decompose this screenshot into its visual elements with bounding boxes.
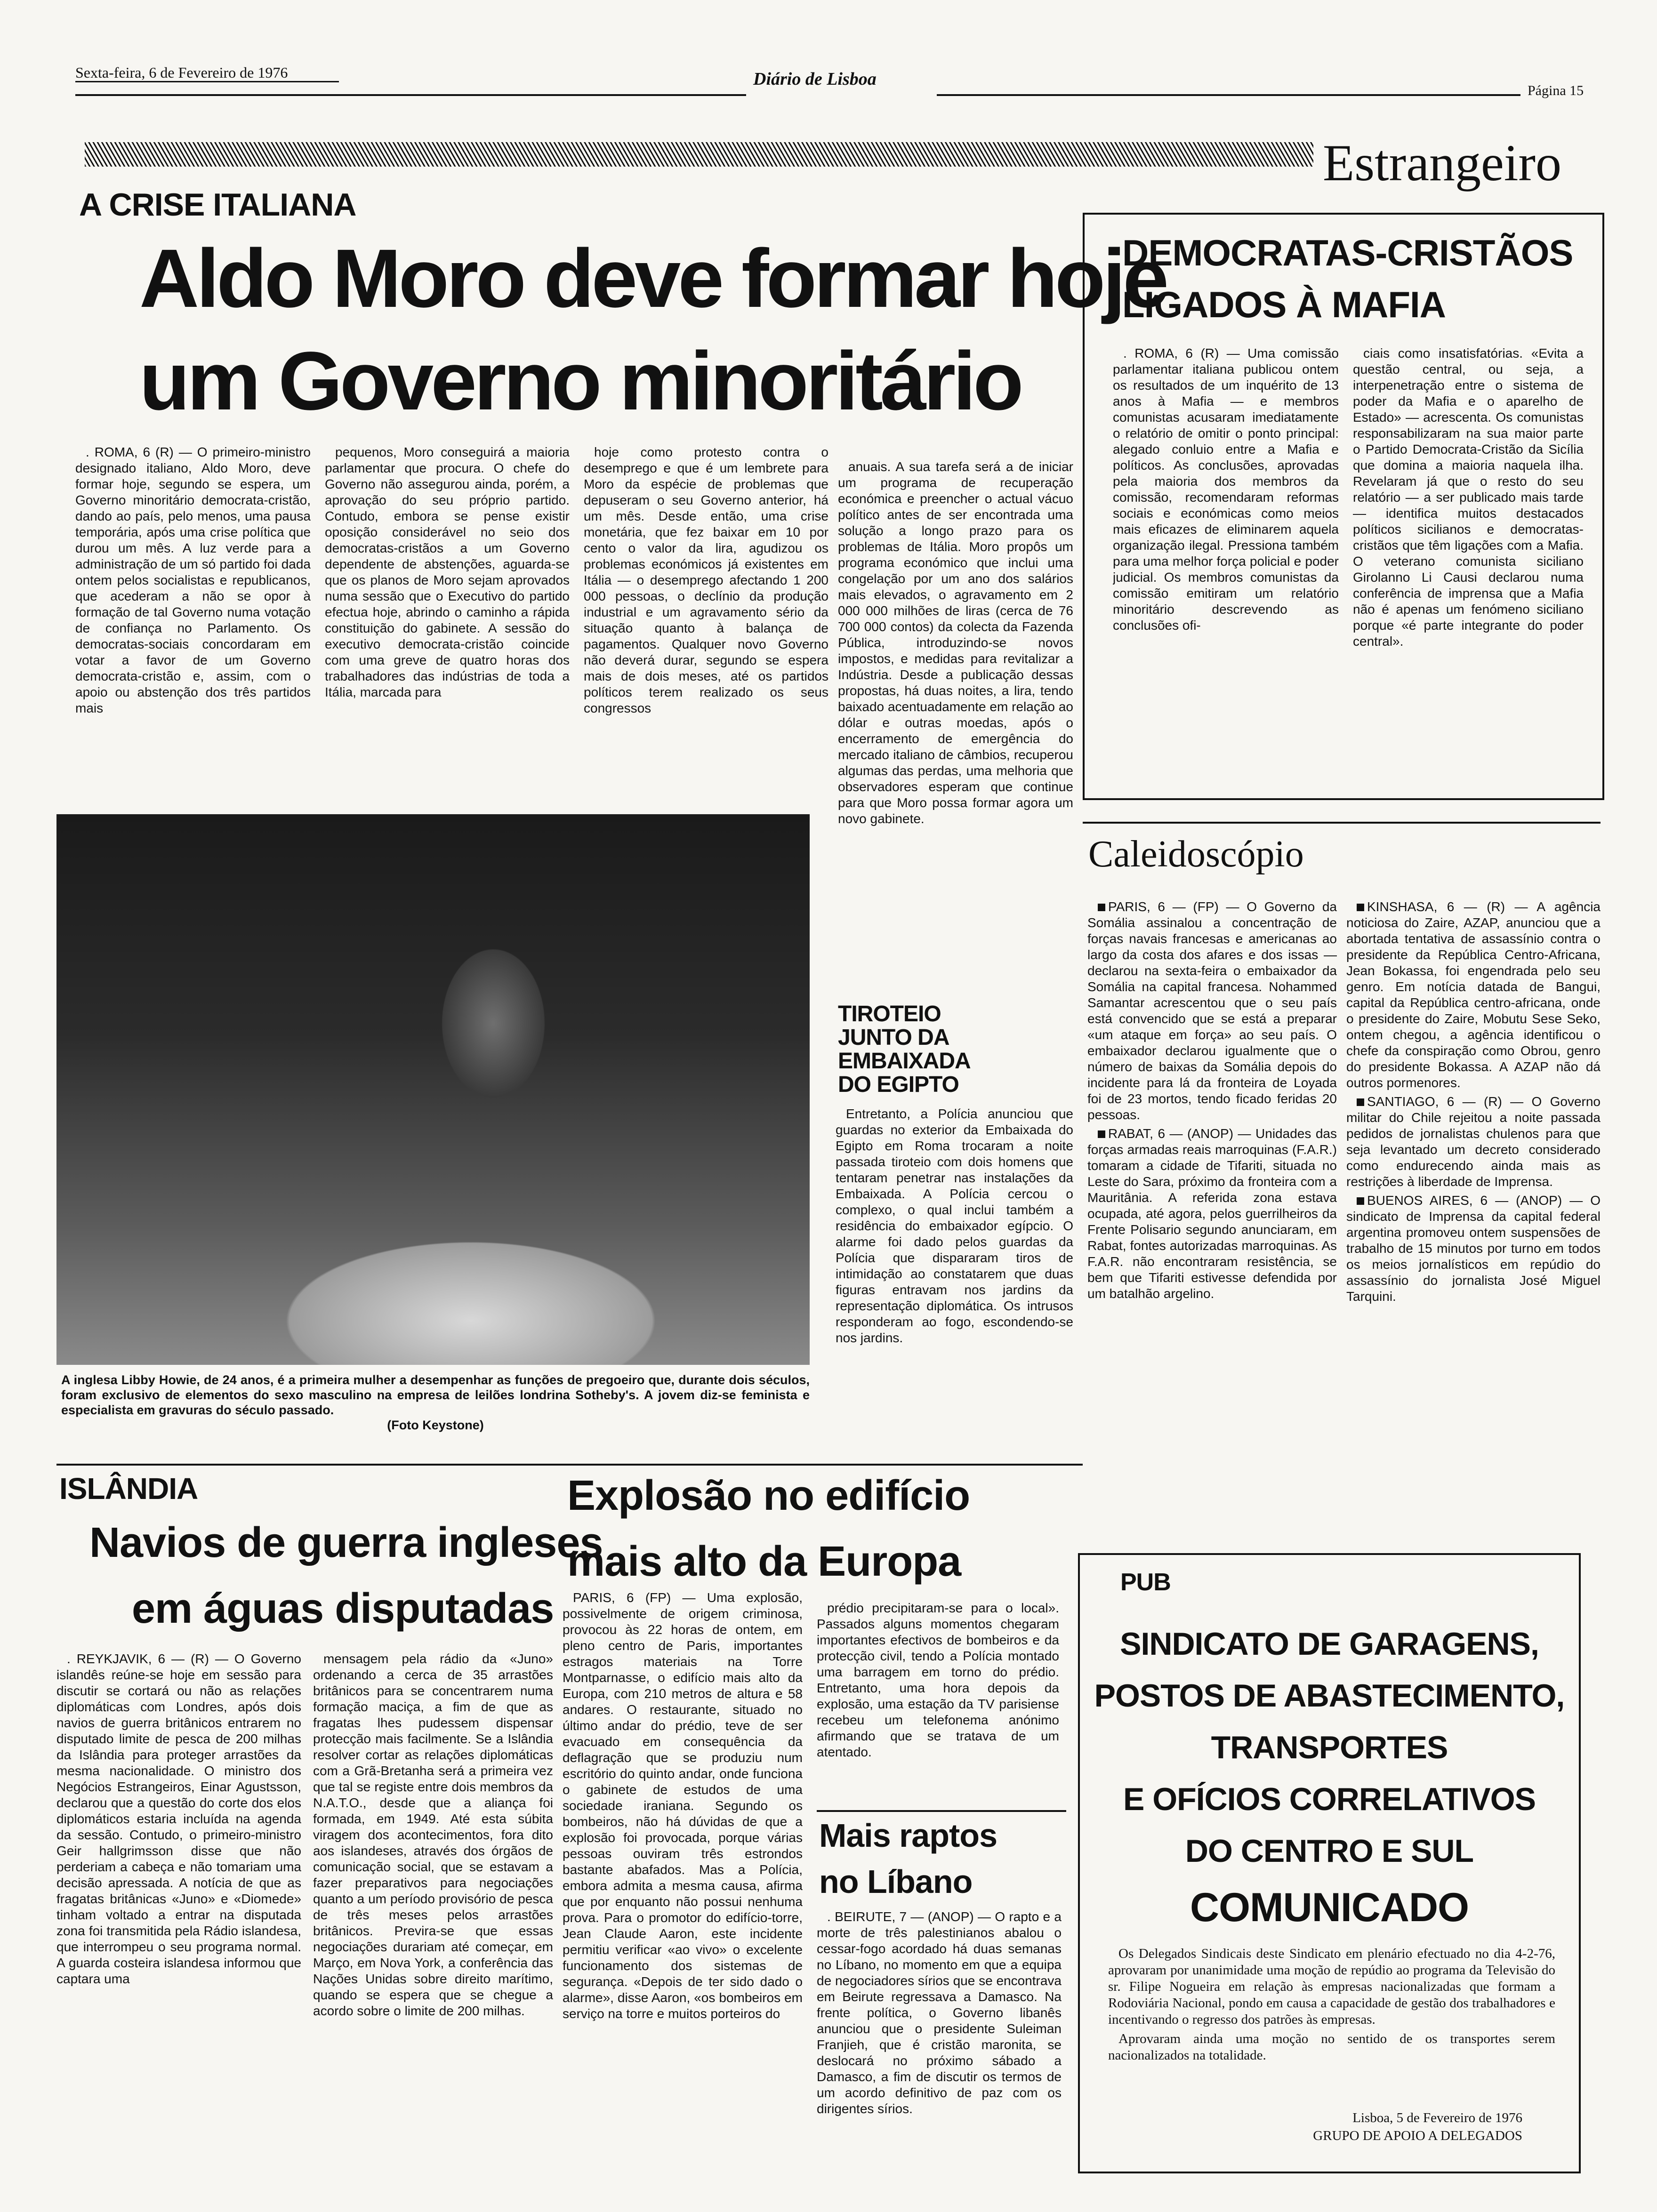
pub-body-2: Aprovaram ainda uma moção no sentido de os transportes serem nacionalizados na totalidade. [1108, 2031, 1555, 2063]
section-hatch-band [85, 142, 1313, 167]
pub-body [1108, 1946, 1555, 2087]
libano-headline-line1: Mais raptos [819, 1817, 997, 1854]
pub-label: PUB [1120, 1569, 1171, 1596]
main-column-1-text: . ROMA, 6 (R) — O primeiro-ministro designado italiano, Aldo Moro, deve formar hoje, segundo se espera, um Governo minoritário democrata-cristão, dando ao país, pelo menos, uma pausa temporária, após uma crise política que durou um mês. A luz verde para a administração de um só partido foi dada ontem pelos socialistas e republicanos, que acederam a não se opor à formação de tal Governo numa votação de confiança no Parlamento. Os democratas-sociais concordaram em votar a favor de um Governo democrata-cristão e, assim, com o apoio ou abstenção dos três partidos mais [75, 445, 311, 715]
pub-line-1: SINDICATO DE GARAGENS, [1120, 1626, 1539, 1662]
pub-signature-date: Lisboa, 5 de Fevereiro de 1976 [1352, 2110, 1522, 2125]
mafia-column-2 [1353, 345, 1584, 783]
caleidoscopio-column-2 [1346, 899, 1601, 1553]
explosao-column-2-text: prédio precipitaram-se para o local». Passados alguns momentos chegaram importantes efectivos de bombeiros e da protecção civil, tendo a Polícia montado uma barragem em torno do prédio. Entretanto, uma hora depois da explosão, uma estação da TV parisiense recebeu um telefonema anónimo afirmando que se tratava de um atentado. [817, 1601, 1059, 1759]
libano-body [817, 1909, 1062, 2191]
pub-body-1: Os Delegados Sindicais deste Sindicato em plenário efectuado no dia 4-2-76, aprovaram por unanimidade uma moção de repúdio ao programa da Televisão do sr. Filipe Nogueira em relação às empresas nacionalizadas que formam a Rodoviária Nacional, pondo em causa a capacidade de gestão dos trabalhadores e incentivando o regresso dos patrões às empresas. [1108, 1946, 1555, 2027]
islandia-column-2 [313, 1651, 553, 2192]
photo-credit: (Foto Keystone) [387, 1418, 484, 1432]
islandia-column-1 [56, 1651, 301, 2192]
mafia-title-line2: LIGADOS À MAFIA [1122, 284, 1446, 325]
main-column-3-text: hoje como protesto contra o desemprego e que é um lembrete para Moro da espécie de problemas que depuseram o seu Governo anterior, há um mês. Desde então, uma crise monetária, que fez baixar em 10 por cento o valor da lira, agudizou os problemas económicos já existentes em Itália — o desemprego afectando 1 200 000 pessoas, o declínio da produção industrial e um agravamento sério da situação quanto à balança de pagamentos. Qualquer novo Governo não deverá durar, segundo se espera mais de dois meses, até os partidos políticos terem realizado os seus congressos [584, 445, 828, 715]
caleidoscopio-buenos-aires-text: BUENOS AIRES, 6 — (ANOP) — O sindicato de Imprensa da capital federal argentina promoveu ontem suspensões de trabalho de 15 minutos por turno em todos os meios jornalísticos em repúdio do assassínio do jornalista José Miguel Tarquini. [1346, 1193, 1601, 1304]
main-kicker: A CRISE ITALIANA [79, 187, 356, 223]
main-column-4-text: anuais. A sua tarefa será a de iniciar um programa de recuperação económica e preencher o actual vácuo político antes de ser encontrada uma solução a longo prazo para os problemas de Itália. Moro propôs um programa económico que inclui uma congelação por um ano dos salários mais elevados, o agravamento em 2 000 000 milhões de liras (cerca de 76 700 000 contos) da colecta da Fazenda Pública, introduzindo-se novos impostos, e medidas para revitalizar a Indústria. Desde a publicação dessas propostas, há duas noites, a lira, tendo baixado acentuadamente em relação ao dólar e outras moedas, após o encerramento de emergência do mercado italiano de câmbios, recuperou algumas das perdas, uma melhoria que observadores esperam que continue para que Moro possa formar agora um novo gabinete. [838, 459, 1073, 826]
caleidoscopio-rule [1083, 822, 1601, 824]
caleidoscopio-santiago-text: SANTIAGO, 6 — (R) — O Governo militar do Chile rejeitou a noite passada pedidos de jornalistas chulenos para que seja levantado um decreto considerado como endurecendo ainda mais as restrições à liberdade de Imprensa. [1346, 1094, 1601, 1189]
caleidoscopio-rabat [1087, 1126, 1337, 1302]
main-headline-line2: um Governo minoritário [139, 335, 1021, 427]
tiroteio-body-text: Entretanto, a Polícia anunciou que guardas no exterior da Embaixada do Egipto em Roma trocaram a noite passada tiroteio com dois homens que tentaram penetrar nas instalações da Embaixada. A Polícia cercou o complexo, o qual inclui também a residência do embaixador egípcio. O alarme foi dado pelos guardas da Polícia que dispararam tiros de intimidação ao constatarem que duas figuras entravam nos jardins da representação diplomática. Os intrusos responderam ao fogo, escondendo-se nos jardins. [836, 1106, 1073, 1345]
islandia-column-1-text: . REYKJAVIK, 6 — (R) — O Governo islandês reúne-se hoje em sessão para discutir se cortará ou não as relações diplomáticas com Londres, após dois navios de guerra britânicos entrarem no disputado limite de pesca de 200 milhas da Islândia para proteger arrastões da mesma nacionalidade. O ministro dos Negócios Estrangeiros, Einar Agustsson, declarou que a questão do corte dos elos diplomáticos estaria incluída na agenda da sessão. Contudo, o primeiro-ministro Geir hallgrimsson disse que não perderiam a cabeça e não tomariam uma decisão apressada. A notícia de que as fragatas britânicas «Juno» e «Diomede» tinham voltado a entrar na disputada zona foi transmitida pela Rádio islandesa, que interrompeu o seu programa normal. A guarda costeira islandesa informou que captara uma [56, 1651, 301, 1986]
islandia-column-2-text: mensagem pela rádio da «Juno» ordenando a cerca de 35 arrastões britânicos para se concentrarem numa formação maciça, a fim de que as fragatas lhes pudessem dispensar protecção mais facilmente. Se a Islândia resolver cortar as relações diplomáticas com a Grã-Bretanha será a primeira vez que tal se registe entre dois membros da N.A.T.O., desde que a aliança foi formada, em 1949. Até esta súbita viragem dos acontecimentos, fora dito aos islandeses, através dos órgãos de comunicação social, que se estavam a fazer preparativos para negociações quanto a um período provisório de pesca de três meses pelos arrastões britânicos. Previra-se que essas negociações durariam até começar, em Março, em Nova York, a conferência das Nações Unidas sobre direito marítimo, quando se espera que se chegue a acordo sobre o limite de 200 milhas. [313, 1651, 553, 2018]
mafia-title-line1: DEMOCRATAS-CRISTÃOS [1122, 232, 1573, 273]
tiroteio-title: TIROTEIO JUNTO DA EMBAIXADA DO EGIPTO [838, 1002, 970, 1097]
bullet-square-icon [1357, 1098, 1364, 1106]
pub-line-2: POSTOS DE ABASTECIMENTO, [1094, 1678, 1565, 1714]
explosao-headline-line1: Explosão no edifício [567, 1472, 970, 1519]
masthead-rule-left [75, 94, 746, 96]
pub-line-3: TRANSPORTES [1211, 1730, 1448, 1765]
mafia-column-1 [1113, 345, 1339, 783]
main-column-2-text: pequenos, Moro conseguirá a maioria parlamentar que procura. O chefe do Governo não assegurou ainda, porém, a aprovação do seu próprio partido. Contudo, embora se pense existir oposição considerável no seio dos democratas-cristãos a um Governo dependente de abstenções, aguarda-se que os planos de Moro sejam aprovados numa sessão que o Executivo do partido efectua hoje, abrindo o caminho a rápida constituição do gabinete. A sessão do executivo democrata-cristão coincide com uma greve de quatro horas dos trabalhadores das indústrias de toda a Itália, marcada para [325, 445, 570, 699]
main-headline-line1: Aldo Moro deve formar hoje [139, 232, 1166, 325]
section-title: Estrangeiro [1323, 134, 1562, 192]
explosao-column-2 [817, 1600, 1059, 1807]
main-column-3 [584, 444, 828, 807]
masthead-rule-right [937, 94, 1520, 96]
caleidoscopio-paris [1087, 899, 1337, 1123]
page-number: Página 15 [1528, 83, 1584, 98]
issue-date: Sexta-feira, 6 de Fevereiro de 1976 [75, 64, 288, 81]
libano-rule [817, 1810, 1066, 1812]
bullet-square-icon [1098, 904, 1105, 911]
pub-advert-box [1078, 1553, 1581, 2173]
bullet-square-icon [1098, 1130, 1105, 1138]
caleidoscopio-santiago [1346, 1094, 1601, 1190]
islandia-kicker: ISLÂNDIA [59, 1472, 198, 1506]
mafia-box [1083, 213, 1604, 800]
caleidoscopio-buenos-aires [1346, 1193, 1601, 1305]
tiroteio-body [836, 1106, 1073, 1454]
caleidoscopio-column-1 [1087, 899, 1337, 1553]
newspaper-name: Diário de Lisboa [753, 69, 877, 89]
photo-libby-howie [56, 814, 810, 1365]
explosao-column-1-text: PARIS, 6 (FP) — Uma explosão, possivelmente de origem criminosa, provocou às 22 horas de ontem, em pleno centro de Paris, importantes estragos materiais na Torre Montparnasse, o edifício mais alto da Europa, com 210 metros de altura e 58 andares. O restaurante, situado no último andar do prédio, teve de ser evacuado em consequência da deflagração que se produziu num escritório do quinto andar, onde funciona o gabinete de estudos de uma sociedade iraniana. Segundo os bombeiros, não há dúvidas de que a explosão foi provocada, porque várias pessoas ouviram três estrondos bastante abafados. Mas a Polícia, embora admita a mesma causa, afirma que por enquanto não possui nenhuma prova. Para o promotor do edifício-torre, Jean Claude Aaron, este incidente permitiu verificar «ao vivo» o excelente funcionamento dos sistemas de segurança. «Depois de ter sido dado o alarme», disse Aaron, «os bombeiros em serviço na torre e muitos porteiros do [563, 1590, 803, 2021]
caleidoscopio-title: Caleidoscópio [1088, 834, 1304, 875]
mafia-column-1-text: . ROMA, 6 (R) — Uma comissão parlamentar italiana publicou ontem os resultados de um inquérito de 13 anos à Mafia — e membros comunistas acusaram imediatamente o relatório de omitir o ponto principal: alegado conluio entre a Mafia e políticos. As conclusões, aprovadas pela maioria dos membros da comissão, recomendaram reformas sociais e económicas como meios mais eficazes de eliminarem aquela organização ilegal. Pressiona também para uma melhor força policial e poder judicial. Os membros comunistas da comissão emitiram um relatório minoritário descrevendo as conclusões ofi- [1113, 346, 1339, 633]
main-column-2 [325, 444, 570, 807]
explosao-headline-line2: mais alto da Europa [567, 1538, 961, 1585]
bullet-square-icon [1357, 904, 1364, 911]
explosao-column-1 [563, 1590, 803, 2192]
pub-line-6: COMUNICADO [1190, 1885, 1469, 1930]
photo-caption [61, 1372, 810, 1457]
bullet-square-icon [1357, 1197, 1364, 1205]
main-column-1 [75, 444, 311, 807]
photo-caption-text: A inglesa Libby Howie, de 24 anos, é a primeira mulher a desempenhar as funções de pregoeiro que, durante dois séculos, foram exclusivo de elementos do sexo masculino na empresa de leilões londrina Sotheby's. A jovem diz-se feminista e especialista em gravuras do século passado. [61, 1373, 810, 1417]
islandia-headline-line2: em águas disputadas [132, 1585, 554, 1632]
caleidoscopio-kinshasa [1346, 899, 1601, 1091]
caleidoscopio-kinshasa-text: KINSHASA, 6 — (R) — A agência noticiosa do Zaire, AZAP, anunciou que a abortada tentativa de assassínio contra o presidente da República Centro-Africana, Jean Bokassa, foi engendrada pelo seu genro. Em notícia datada de Bangui, capital da República centro-africana, onde o presidente do Zaire, Mobutu Sese Seko, ontem chegou, a agência identificou o chefe da conspiração como Obrou, genro do presidente Bokassa. A AZAP não dá outros pormenores. [1346, 899, 1601, 1090]
libano-headline-line2: no Líbano [819, 1863, 973, 1900]
pub-line-5: DO CENTRO E SUL [1185, 1833, 1474, 1869]
mafia-column-2-text: ciais como insatisfatórias. «Evita a questão central, ou seja, a interpenetração entre o sistema de poder da Mafia e o aparelho de Estado» — acrescenta. Os comunistas responsabilizaram na sua maior parte o Partido Democrata-Cristão da Sicília que domina a maioria naquela ilha. Revelaram já que o resto do seu relatório — a ser publicado mais tarde — identifica muitos destacados políticos sicilianos e democratas-cristãos que têm ligações com a Mafia. O veterano comunista siciliano Girolanno Li Causi declarou numa conferência de imprensa que a Mafia não é apenas um fenómeno siciliano porque «é parte integrante do poder central». [1353, 346, 1584, 649]
pub-signature: GRUPO DE APOIO A DELEGADOS [1313, 2128, 1522, 2143]
caleidoscopio-rabat-text: RABAT, 6 — (ANOP) — Unidades das forças armadas reais marroquinas (F.A.R.) tomaram a cidade de Tifariti, situada no Leste do Sara, próximo da fronteira com a Mauritânia. A referida zona estava ocupada, até agora, pelos guerrilheiros da Frente Polisario segundo anunciaram, em Rabat, fontes autorizadas marroquinas. As F.A.R. não encontraram resistência, se bem que Tifariti estivesse defendida por um batalhão argelino. [1087, 1126, 1337, 1301]
islandia-rule [56, 1464, 1083, 1466]
main-column-4 [838, 459, 1073, 986]
pub-line-4: E OFÍCIOS CORRELATIVOS [1123, 1781, 1536, 1817]
masthead-rule-top [75, 81, 339, 82]
islandia-headline-line1: Navios de guerra ingleses [89, 1519, 603, 1566]
libano-body-text: . BEIRUTE, 7 — (ANOP) — O rapto e a morte de três palestinianos abalou o cessar-fogo acordado há duas semanas no Líbano, no momento em que a equipa de negociadores sírios que se encontrava em Beirute regressava a Damasco. Na frente política, o Governo libanês anunciou que o presidente Suleiman Franjieh, que é cristão maronita, se deslocará no próximo sábado a Damasco, a fim de discutir os termos de um acordo definitivo de paz com os dirigentes sírios. [817, 1909, 1062, 2116]
caleidoscopio-paris-text: PARIS, 6 — (FP) — O Governo da Somália assinalou a concentração de forças navais francesas e americanas ao largo da costa dos afares e dos issas — declarou na sexta-feira o embaixador da Somália na capital francesa. Nohammed Samantar acrescentou que o seu país está convencido que se está a preparar «um ataque em força» ao seu país. O embaixador declarou igualmente que o número de baixas da Somália depois do incidente para lá da fronteira de Loyada foi de 23 mortos, tendo ficado feridas 20 pessoas. [1087, 899, 1337, 1122]
